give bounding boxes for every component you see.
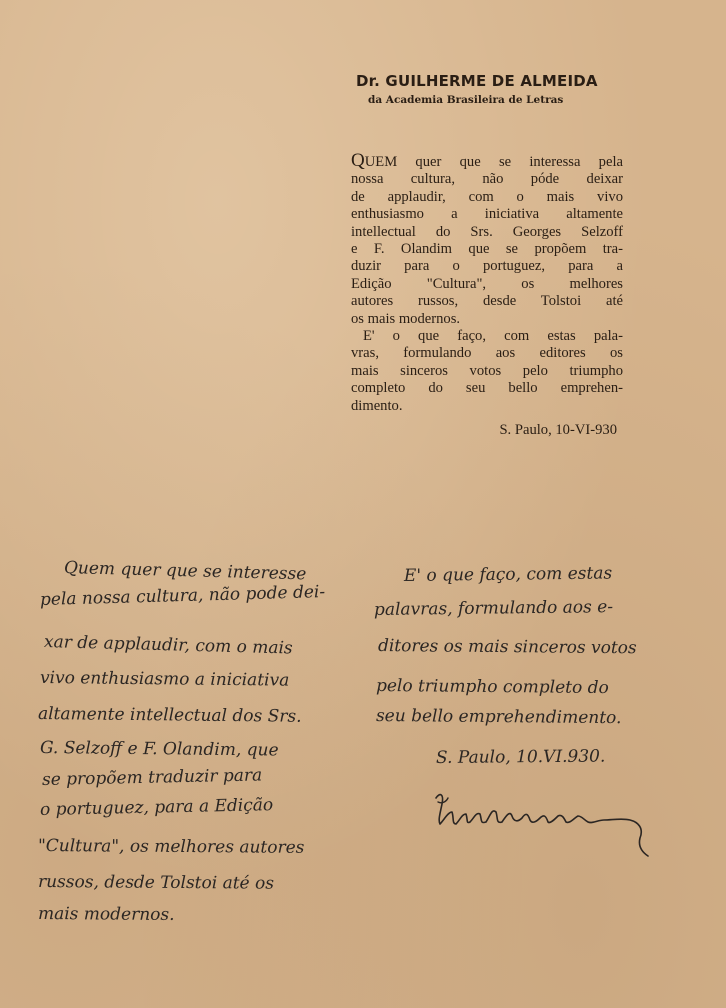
author-name: Dr. GUILHERME DE ALMEIDA xyxy=(356,72,598,90)
printed-line: dimento. xyxy=(351,397,403,414)
printed-line: nossa cultura, não póde deixar xyxy=(351,171,623,188)
handwritten-line: pelo triumpho completo do xyxy=(375,676,609,699)
handwritten-line: o portuguez, para a Edição xyxy=(39,795,274,820)
handwritten-line: seu bello emprehendimento. xyxy=(375,706,622,729)
handwritten-line: altamente intellectual dos Srs. xyxy=(37,704,302,727)
printed-line: intellectual do Srs. Georges Selzoff xyxy=(351,223,623,240)
printed-line: completo do seu bello emprehen- xyxy=(351,380,623,397)
printed-line: autores russos, desde Tolstoi até xyxy=(351,293,623,310)
printed-line: e F. Olandim que se propõem tra- xyxy=(351,241,623,258)
handwritten-line: Quem quer que se interesse xyxy=(63,558,307,585)
printed-line: de applaudir, com o mais vivo xyxy=(351,188,623,205)
handwritten-line: russos, desde Tolstoi até os xyxy=(37,872,275,894)
printed-line: enthusiasmo a iniciativa altamente xyxy=(351,206,623,223)
handwritten-place-date: S. Paulo, 10.VI.930. xyxy=(435,746,606,768)
handwritten-line: G. Selzoff e F. Olandim, que xyxy=(39,738,279,761)
printed-place-date: S. Paulo, 10-VI-930 xyxy=(499,422,617,438)
handwritten-line: vivo enthusiasmo a iniciativa xyxy=(39,668,290,691)
printed-line: duzir para o portuguez, para a xyxy=(351,258,623,275)
handwritten-line: "Cultura", os melhores autores xyxy=(37,836,305,858)
handwritten-line: pela nossa cultura, não pode dei- xyxy=(39,582,326,610)
handwritten-line: E' o que faço, com estas xyxy=(403,563,613,586)
handwritten-line: palavras, formulando aos e- xyxy=(373,597,614,620)
author-affiliation: da Academia Brasileira de Letras xyxy=(368,94,564,106)
printed-line: vras, formulando aos editores os xyxy=(351,345,623,362)
handwritten-line: mais modernos. xyxy=(37,904,175,925)
printed-line: QUEM quer que se interessa pela xyxy=(351,150,623,171)
printed-line: mais sinceros votos pelo triumpho xyxy=(351,362,623,379)
printed-line: E' o que faço, com estas pala- xyxy=(363,328,623,345)
printed-line: Edição "Cultura", os melhores xyxy=(351,275,623,292)
handwritten-line: ditores os mais sinceros votos xyxy=(377,636,637,659)
printed-line: os mais modernos. xyxy=(351,310,461,327)
printed-paragraph-1 xyxy=(351,152,623,328)
printed-paragraph-2 xyxy=(351,328,623,415)
printed-letter xyxy=(351,152,623,415)
signature-image xyxy=(432,790,652,862)
handwritten-line: se propõem traduzir para xyxy=(41,765,263,790)
handwritten-line: xar de applaudir, com o mais xyxy=(43,632,293,659)
drop-cap: Q xyxy=(351,150,365,171)
